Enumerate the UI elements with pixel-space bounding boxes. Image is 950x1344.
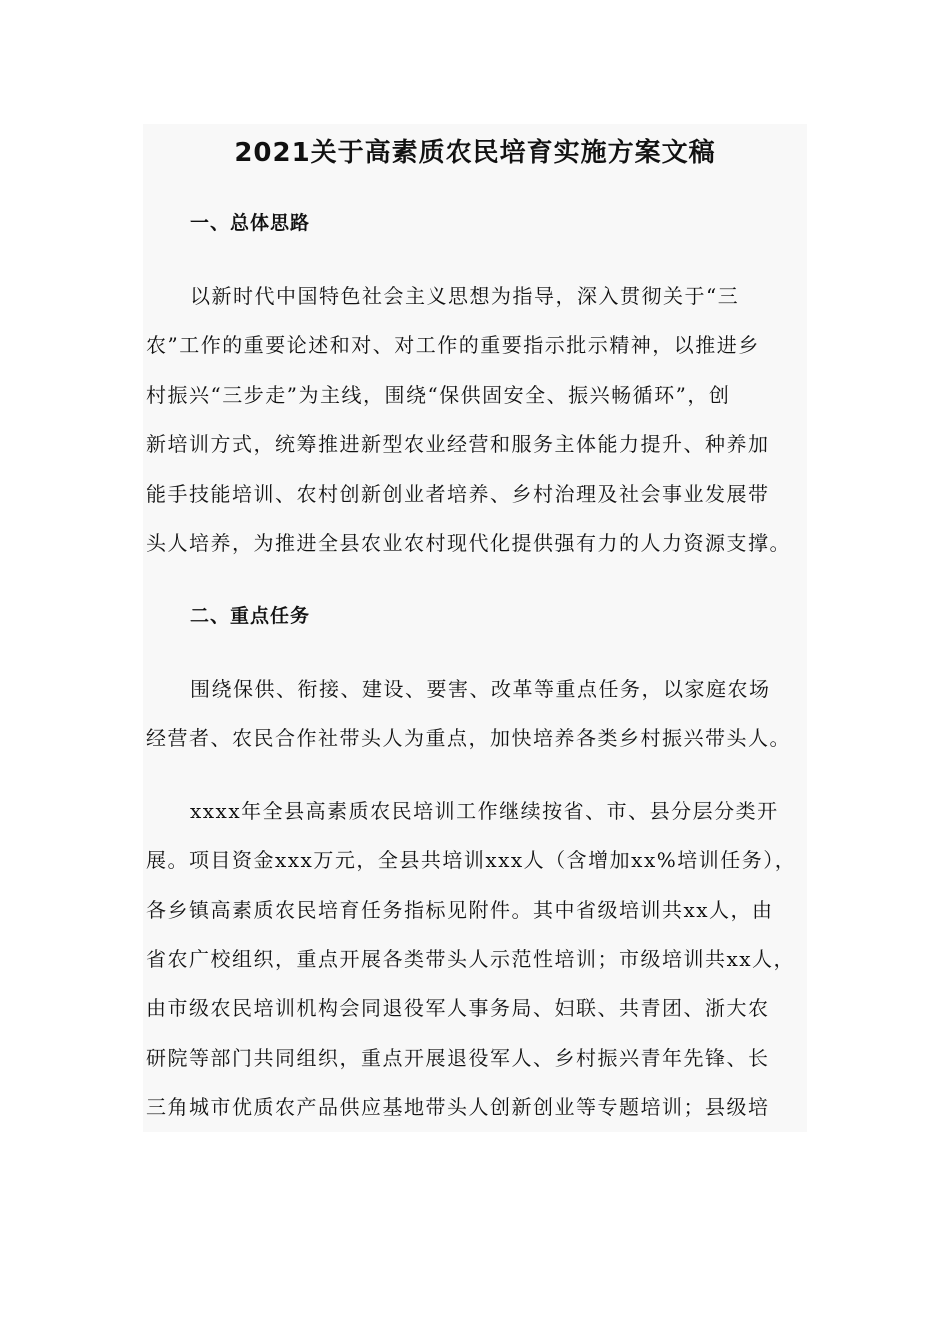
paragraph-line: 村振兴“三步走”为主线，围绕“保供固安全、振兴畅循环”，创 — [146, 383, 731, 407]
paragraph-line: 以新时代中国特色社会主义思想为指导，深入贯彻关于“三 — [190, 284, 740, 308]
paragraph-line: 各乡镇高素质农民培育任务指标见附件。其中省级培训共xx人，由 — [146, 898, 774, 922]
section-heading-key-tasks: 二、重点任务 — [190, 605, 311, 627]
paragraph-line: 省农广校组织，重点开展各类带头人示范性培训；市级培训共xx人， — [146, 947, 796, 971]
paragraph-line: 由市级农民培训机构会同退役军人事务局、妇联、共青团、浙大农 — [146, 996, 770, 1020]
paragraph-line: 新培训方式，统筹推进新型农业经营和服务主体能力提升、种养加 — [146, 432, 770, 456]
paragraph-line: xxxx年全县高素质农民培训工作继续按省、市、县分层分类开 — [190, 799, 779, 823]
paragraph-line: 展。项目资金xxx万元，全县共培训xxx人（含增加xx%培训任务）， — [146, 848, 797, 872]
paragraph-line: 经营者、农民合作社带头人为重点，加快培养各类乡村振兴带头人。 — [146, 726, 791, 750]
paragraph-line: 围绕保供、衔接、建设、要害、改革等重点任务，以家庭农场 — [190, 677, 771, 701]
paragraph-line: 研院等部门共同组织，重点开展退役军人、乡村振兴青年先锋、长 — [146, 1046, 770, 1070]
paragraph-line: 农”工作的重要论述和对、对工作的重要指示批示精神，以推进乡 — [146, 333, 760, 357]
section-heading-overall-approach: 一、总体思路 — [190, 212, 311, 234]
paragraph-line: 三角城市优质农产品供应基地带头人创新创业等专题培训；县级培 — [146, 1095, 770, 1119]
paragraph-line: 能手技能培训、农村创新创业者培养、乡村治理及社会事业发展带 — [146, 482, 770, 506]
document-title: 2021关于高素质农民培育实施方案文稿 — [234, 138, 716, 168]
paragraph-line: 头人培养，为推进全县农业农村现代化提供强有力的人力资源支撑。 — [146, 531, 791, 555]
